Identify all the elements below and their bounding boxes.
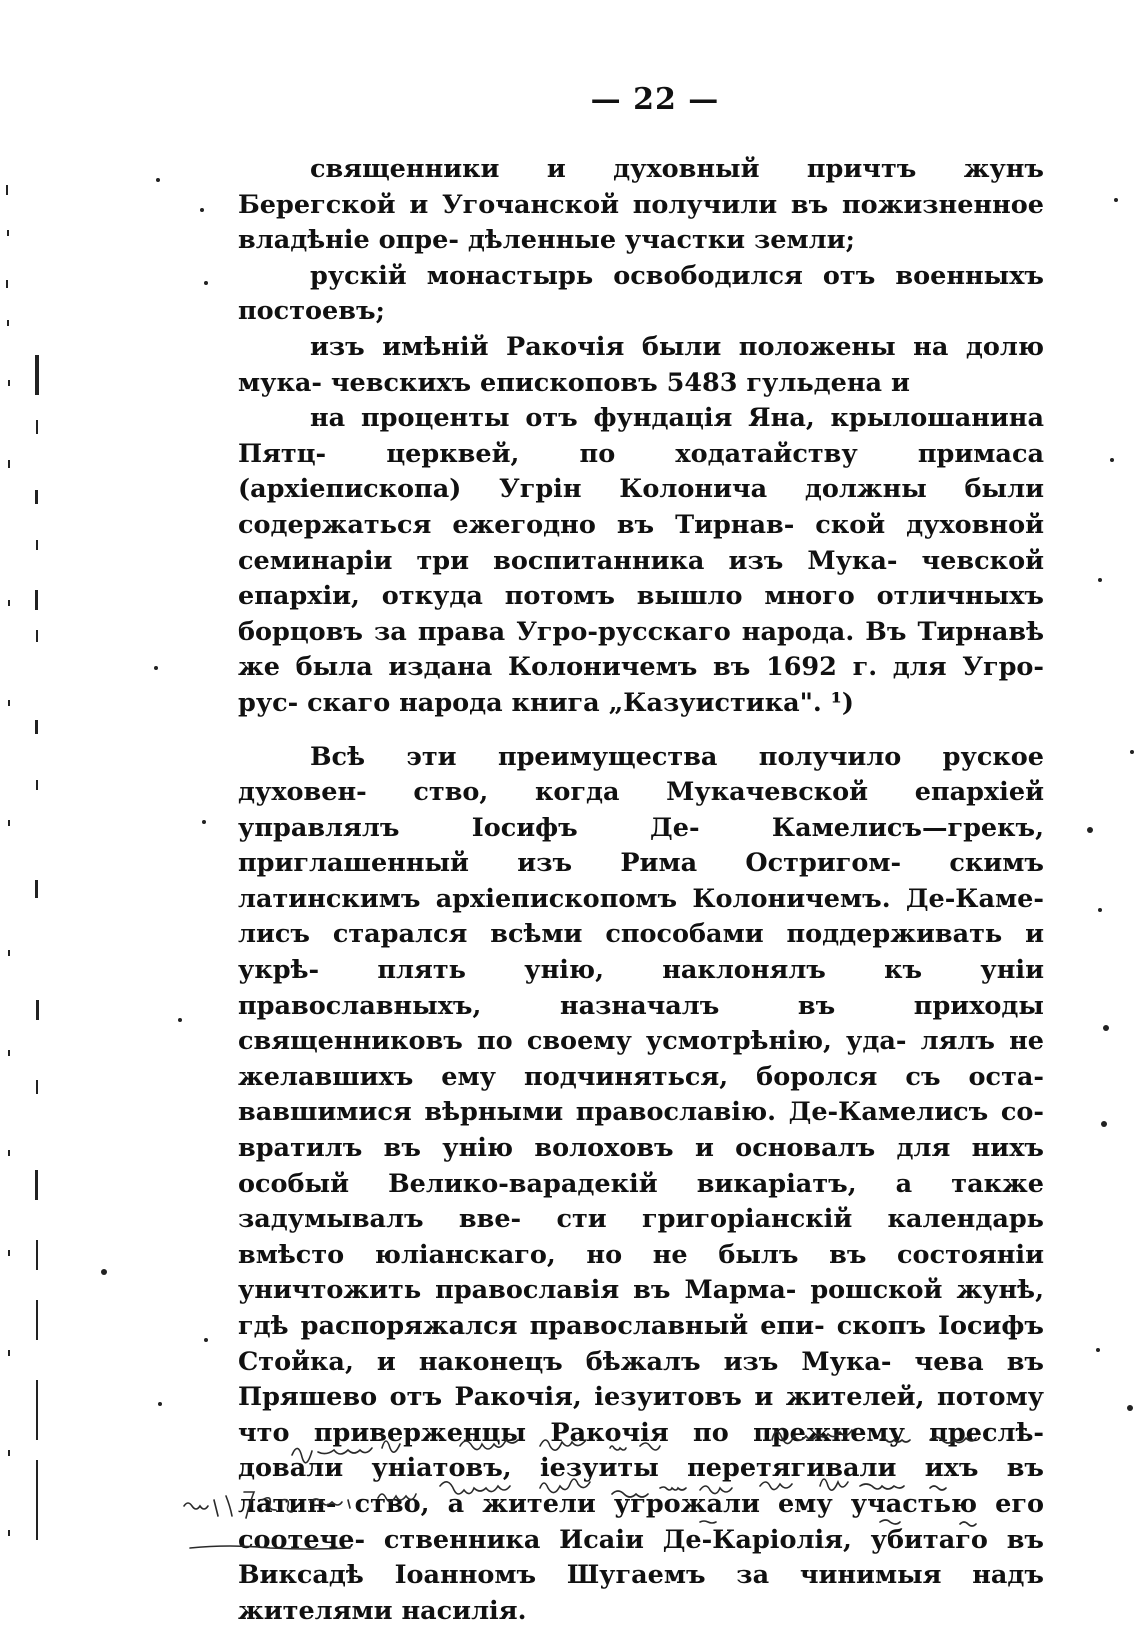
text-line: довали уніатовъ, іезуиты перетягивали ихъ въ латин- [238,1453,1044,1519]
text-line: скимъ латинскимъ архіепископомъ Колоничемъ. Де-Каме- [238,848,1044,914]
text-line: и Угочанской получили въ пожизненное владѣніе опре- [238,190,1044,256]
text-line: рошской жунѣ, гдѣ распоряжался православный епи- [238,1275,1044,1341]
text-line: лисъ старался всѣми способами поддерживать и укрѣ- [238,919,1044,985]
text-line: ственника Исаіи Де-Каріолія, убитаго въ Виксадѣ [238,1525,1044,1591]
text-line: сти григоріанскій календарь вмѣсто юліанскаго, но не [238,1204,1044,1270]
text-line: Велико-варадекій викаріатъ, а также задумывалъ вве- [238,1169,1044,1235]
text-line: Колонича должны были содержаться ежегодно въ Тирнав- [238,474,1044,540]
text-line: чева въ Пряшево отъ Ракочія, іезуитовъ и жителей, [238,1347,1044,1413]
text-line: вратилъ въ унію волоховъ и основалъ для нихъ особый [238,1133,1044,1199]
text-line: борцовъ за права Угро-русскаго народа. Въ Тирнавѣ [238,617,1044,647]
text-line: священники и духовный причтъ жунъ Берегской [238,154,1044,220]
text-line: ство, когда Мукачевской епархіей управлялъ Іосифъ Де- [238,777,1044,843]
text-line: скопъ Іосифъ Стойка, и наконецъ бѣжалъ изъ Мука- [238,1311,1044,1377]
text-line: чевскихъ епископовъ 5483 гульдена и [331,368,910,398]
text-line: церквей, по ходатайству примаса (архіепископа) Угрін [238,439,1044,505]
text-line: плять унію, наклонялъ къ уніи православныхъ, назначалъ [238,955,1044,1021]
page-number: — 22 — [0,82,1140,117]
text-line: ство, а жители угрожали ему участью его соотече- [238,1489,1044,1555]
text-line: Іоанномъ Шугаемъ за чинимыя надъ жителями насилія. [238,1560,1044,1626]
text-line: дѣленные участки земли; [468,225,855,255]
text-line: лялъ не желавшихъ ему подчиняться, боролся съ оста- [238,1026,1044,1092]
text-line: былъ въ состояніи уничтожить православія въ Марма- [238,1240,1044,1306]
text-line: въ приходы священниковъ по своему усмотрѣнію, уда- [238,991,1044,1057]
text-line: Всѣ эти преимущества получило руское духовен- [238,742,1044,808]
text-line: Камелисъ—грекъ, приглашенный изъ Рима Остригом- [238,813,1044,879]
text-line: на проценты отъ фундація Яна, крылошанина Пятц- [238,403,1044,469]
text-line: рускій монастырь освободился отъ военныхъ [310,261,1044,291]
text-line: скаго народа книга „Казуистика". ¹) [307,688,854,718]
text-line: вавшимися вѣрными православію. Де-Камелисъ со- [238,1097,1044,1127]
text-line: потому что приверженцы Ракочія по прежнему преслѣ- [238,1382,1044,1448]
text-line: чевской епархіи, откуда потомъ вышло много отличныхъ [238,546,1044,612]
text-line: же была издана Колоничемъ въ 1692 г. для Угро-рус- [238,652,1044,718]
text-line: ской духовной семинаріи три воспитанника изъ Мука- [238,510,1044,576]
text-line: постоевъ; [238,296,385,326]
text-line: изъ имѣній Ракочія были положены на долю мука- [238,332,1044,398]
